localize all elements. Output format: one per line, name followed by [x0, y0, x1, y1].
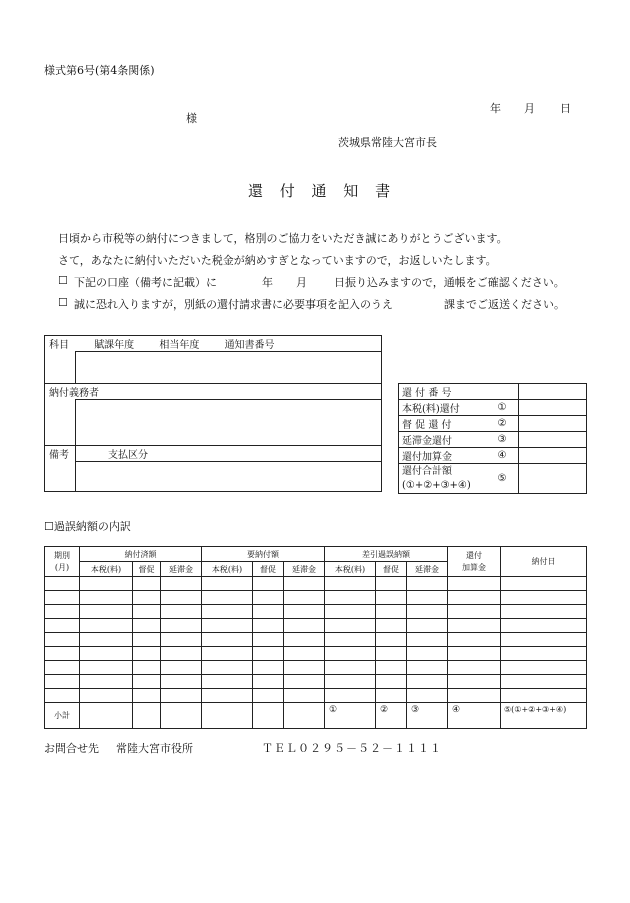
table-cell[interactable] [325, 591, 376, 605]
table-cell[interactable] [45, 661, 80, 675]
table-cell[interactable] [501, 619, 587, 633]
table-cell[interactable] [45, 619, 80, 633]
table-cell[interactable] [202, 633, 253, 647]
table-cell[interactable] [407, 689, 448, 703]
gimusha-blank-left [45, 400, 76, 446]
option1-text-b: 日振り込みますので，通帳をご確認ください。 [334, 276, 565, 289]
table-cell[interactable] [253, 633, 284, 647]
subtotal-cell[interactable] [202, 703, 253, 729]
honzei-refund-mark: ① [486, 400, 519, 416]
table-cell[interactable] [80, 675, 133, 689]
table-cell[interactable] [253, 689, 284, 703]
table-cell[interactable] [284, 689, 325, 703]
table-cell[interactable] [448, 675, 501, 689]
table-cell[interactable] [284, 605, 325, 619]
table-cell[interactable] [376, 661, 407, 675]
option2-checkbox[interactable]: ☐ [58, 296, 68, 309]
table-cell[interactable] [284, 675, 325, 689]
contact-tel: ＴＥＬ０２９５－５２－１１１１ [262, 742, 442, 755]
breakdown-body [45, 577, 587, 703]
table-cell[interactable] [80, 661, 133, 675]
table-cell[interactable] [376, 633, 407, 647]
table-cell[interactable] [448, 689, 501, 703]
table-cell[interactable] [501, 661, 587, 675]
table-cell[interactable] [501, 633, 587, 647]
table-row [45, 675, 587, 689]
paid-header: 納付済額 [80, 547, 202, 562]
refund-number-mark [486, 384, 519, 400]
table-cell[interactable] [202, 689, 253, 703]
table-cell[interactable] [253, 577, 284, 591]
total-formula: (①+②+③+④) [402, 479, 471, 491]
subtotal-mark-3: ③ [407, 703, 448, 729]
diff-header: 差引過誤納額 [325, 547, 448, 562]
biko-label: 備考 [45, 446, 76, 462]
required-honzei-header: 本税(料) [202, 562, 253, 577]
subtotal-cell[interactable] [253, 703, 284, 729]
table-cell[interactable] [45, 675, 80, 689]
period-unit: (月) [54, 562, 70, 572]
table-cell[interactable] [202, 675, 253, 689]
table-cell[interactable] [80, 619, 133, 633]
soto-nendo-label: 相当年度 [159, 340, 200, 351]
table-cell[interactable] [45, 577, 80, 591]
table-cell[interactable] [448, 619, 501, 633]
subtotal-mark-4: ④ [448, 703, 501, 729]
intro-line-1: 日頃から市税等の納付につきまして，格別のご協力をいただき誠にありがとうございます。 [58, 232, 508, 245]
honzei-refund-label: 本税(料)還付 [399, 400, 487, 416]
info-value-cell[interactable] [76, 352, 382, 384]
paid-entaikin-header: 延滞金 [161, 562, 202, 577]
biko-value-cell[interactable] [76, 462, 382, 492]
kamoku-label: 科目 [49, 340, 69, 351]
table-row [45, 591, 587, 605]
table-cell[interactable] [407, 675, 448, 689]
kasankin-header-2: 加算金 [462, 562, 486, 572]
table-cell[interactable] [284, 619, 325, 633]
subtotal-cell[interactable] [284, 703, 325, 729]
table-row [45, 619, 587, 633]
table-cell[interactable] [376, 591, 407, 605]
table-cell[interactable] [325, 675, 376, 689]
table-cell[interactable] [253, 675, 284, 689]
subtotal-mark-1: ① [325, 703, 376, 729]
diff-tokusoku-header: 督促 [376, 562, 407, 577]
table-row [45, 605, 587, 619]
total-label: 還付合計額 [402, 465, 452, 477]
intro-line-2: さて，あなたに納付いただいた税金が納めすぎとなっていますので，お返しいたします。 [58, 254, 497, 267]
table-cell[interactable] [284, 661, 325, 675]
refund-table [398, 383, 587, 494]
diff-entaikin-header: 延滞金 [407, 562, 448, 577]
diff-honzei-header: 本税(料) [325, 562, 376, 577]
table-cell[interactable] [133, 619, 161, 633]
table-row [45, 661, 587, 675]
option1-text-a: 下記の口座（備考に記載）に [74, 276, 217, 289]
option2-text-b: 課までご返送ください。 [444, 298, 565, 311]
kasankin-header [448, 547, 501, 577]
table-cell[interactable] [284, 591, 325, 605]
info-table [44, 335, 382, 492]
table-row [45, 647, 587, 661]
form-number: 様式第6号(第4条関係) [44, 64, 155, 77]
addressee-suffix: 様 [186, 112, 197, 125]
table-cell[interactable] [202, 661, 253, 675]
date-day: 日 [560, 102, 571, 115]
breakdown-title: ☐過誤納額の内訳 [44, 520, 131, 533]
biko-blank-left [45, 462, 76, 492]
breakdown-table [44, 546, 587, 729]
paid-honzei-header: 本税(料) [80, 562, 133, 577]
option1-year: 年 [262, 276, 273, 289]
table-cell[interactable] [407, 661, 448, 675]
tokusoku-refund-mark: ② [486, 416, 519, 432]
table-cell[interactable] [45, 647, 80, 661]
refund-number-value[interactable] [519, 384, 587, 400]
table-cell[interactable] [448, 577, 501, 591]
table-cell[interactable] [501, 647, 587, 661]
kasankin-refund-value[interactable] [519, 448, 587, 464]
date-year: 年 [490, 102, 501, 115]
page-title: 還 付 通 知 書 [248, 182, 397, 200]
date-month: 月 [524, 102, 535, 115]
refund-number-label: 還 付 番 号 [399, 384, 487, 400]
table-cell[interactable] [448, 647, 501, 661]
nofubi-header: 納付日 [501, 547, 587, 577]
subtotal-mark-2: ② [376, 703, 407, 729]
table-cell[interactable] [80, 577, 133, 591]
required-header: 要納付額 [202, 547, 325, 562]
table-cell[interactable] [325, 619, 376, 633]
option1-month: 月 [296, 276, 307, 289]
table-cell[interactable] [202, 591, 253, 605]
table-cell[interactable] [501, 577, 587, 591]
total-label-cell [399, 464, 487, 494]
table-cell[interactable] [325, 605, 376, 619]
entaikin-refund-value[interactable] [519, 432, 587, 448]
table-cell[interactable] [253, 619, 284, 633]
table-cell[interactable] [161, 633, 202, 647]
table-cell[interactable] [161, 661, 202, 675]
kasankin-refund-mark: ④ [486, 448, 519, 464]
table-cell[interactable] [45, 605, 80, 619]
table-cell[interactable] [407, 633, 448, 647]
total-value[interactable] [519, 464, 587, 494]
table-cell[interactable] [161, 675, 202, 689]
table-cell[interactable] [202, 577, 253, 591]
table-cell[interactable] [407, 647, 448, 661]
table-cell[interactable] [325, 689, 376, 703]
table-cell[interactable] [161, 605, 202, 619]
total-mark: ⑤ [486, 464, 519, 494]
kasankin-header-1: 還付 [466, 550, 482, 560]
subtotal-label: 小計 [45, 703, 80, 729]
table-cell[interactable] [325, 633, 376, 647]
period-label: 期別 [54, 550, 70, 560]
table-cell[interactable] [133, 577, 161, 591]
table-cell[interactable] [407, 577, 448, 591]
table-cell[interactable] [284, 633, 325, 647]
table-cell[interactable] [80, 591, 133, 605]
shiharai-kubun-label: 支払区分 [76, 446, 382, 462]
table-cell[interactable] [80, 689, 133, 703]
fuka-nendo-label: 賦課年度 [94, 340, 135, 351]
table-row [45, 689, 587, 703]
table-cell[interactable] [133, 633, 161, 647]
table-cell[interactable] [202, 619, 253, 633]
table-cell[interactable] [448, 591, 501, 605]
table-cell[interactable] [376, 605, 407, 619]
subtotal-cell[interactable] [161, 703, 202, 729]
table-cell[interactable] [133, 591, 161, 605]
table-cell[interactable] [325, 661, 376, 675]
nofu-gimusha-label: 納付義務者 [45, 384, 382, 400]
table-cell[interactable] [161, 619, 202, 633]
required-tokusoku-header: 督促 [253, 562, 284, 577]
paid-tokusoku-header: 督促 [133, 562, 161, 577]
period-header [45, 547, 80, 577]
table-cell[interactable] [376, 577, 407, 591]
table-cell[interactable] [202, 647, 253, 661]
table-cell[interactable] [80, 647, 133, 661]
entaikin-refund-label: 延滞金還付 [399, 432, 487, 448]
subtotal-cell[interactable] [80, 703, 133, 729]
table-cell[interactable] [501, 591, 587, 605]
table-cell[interactable] [133, 689, 161, 703]
table-cell[interactable] [376, 647, 407, 661]
entaikin-refund-mark: ③ [486, 432, 519, 448]
issuer: 茨城県常陸大宮市長 [338, 136, 437, 149]
table-cell[interactable] [133, 647, 161, 661]
required-entaikin-header: 延滞金 [284, 562, 325, 577]
table-cell[interactable] [45, 689, 80, 703]
table-cell[interactable] [501, 675, 587, 689]
gimusha-value-cell[interactable] [76, 400, 382, 446]
table-cell[interactable] [407, 619, 448, 633]
info-blank-left [45, 352, 76, 384]
table-cell[interactable] [161, 689, 202, 703]
table-cell[interactable] [202, 605, 253, 619]
table-cell[interactable] [376, 619, 407, 633]
table-cell[interactable] [407, 591, 448, 605]
table-cell[interactable] [133, 605, 161, 619]
table-cell[interactable] [253, 591, 284, 605]
table-cell[interactable] [253, 661, 284, 675]
table-row [45, 633, 587, 647]
table-row [45, 577, 587, 591]
table-cell[interactable] [45, 591, 80, 605]
table-cell[interactable] [448, 605, 501, 619]
table-cell[interactable] [501, 605, 587, 619]
contact-label: お問合せ先 [44, 742, 99, 755]
table-cell[interactable] [161, 591, 202, 605]
table-cell[interactable] [161, 577, 202, 591]
table-cell[interactable] [284, 577, 325, 591]
contact-office: 常陸大宮市役所 [116, 742, 193, 755]
option2-text-a: 誠に恐れ入りますが，別紙の還付請求書に必要事項を記入のうえ [74, 298, 393, 311]
table-cell[interactable] [448, 661, 501, 675]
table-cell[interactable] [501, 689, 587, 703]
table-cell[interactable] [253, 605, 284, 619]
table-cell[interactable] [376, 675, 407, 689]
table-cell[interactable] [325, 577, 376, 591]
table-cell[interactable] [253, 647, 284, 661]
tsuchisho-bango-label: 通知書番号 [224, 340, 275, 351]
subtotal-cell[interactable] [133, 703, 161, 729]
table-cell[interactable] [133, 675, 161, 689]
table-cell[interactable] [407, 605, 448, 619]
tokusoku-refund-label: 督 促 還 付 [399, 416, 487, 432]
table-cell[interactable] [45, 633, 80, 647]
table-cell[interactable] [161, 647, 202, 661]
info-header-cell [45, 336, 382, 352]
option1-checkbox[interactable]: ☐ [58, 274, 68, 287]
honzei-refund-value[interactable] [519, 400, 587, 416]
subtotal-mark-5: ⑤(①+②+③+④) [501, 703, 587, 729]
table-cell[interactable] [80, 605, 133, 619]
kasankin-refund-label: 還付加算金 [399, 448, 487, 464]
table-cell[interactable] [284, 647, 325, 661]
table-cell[interactable] [376, 689, 407, 703]
table-cell[interactable] [448, 633, 501, 647]
table-cell[interactable] [325, 647, 376, 661]
table-cell[interactable] [80, 633, 133, 647]
table-cell[interactable] [133, 661, 161, 675]
tokusoku-refund-value[interactable] [519, 416, 587, 432]
